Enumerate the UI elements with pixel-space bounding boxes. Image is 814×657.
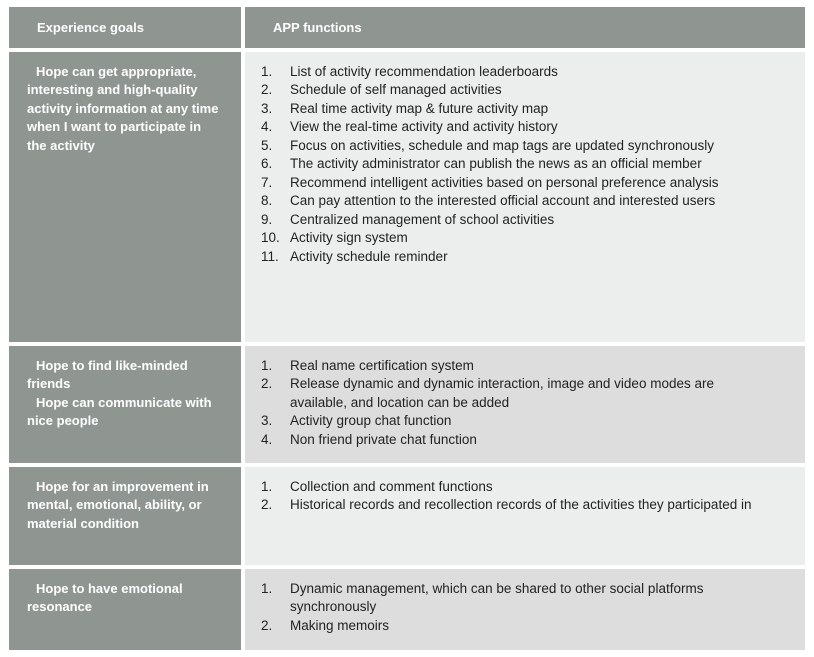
item-number: 1. <box>261 580 273 596</box>
item-number: 11. <box>261 248 279 264</box>
goal-cell <box>9 467 241 565</box>
item-number: 5. <box>261 137 273 153</box>
goal-cell <box>9 346 241 463</box>
functions-cell <box>245 467 805 565</box>
list-item <box>261 174 795 193</box>
item-text: Non friend private chat function <box>290 431 477 447</box>
goal-text: the activity <box>27 137 95 153</box>
functions-list <box>261 63 795 267</box>
table-header-row <box>9 7 805 48</box>
goal-text: Hope can get appropriate, <box>36 63 197 79</box>
goal-text: Hope can communicate with <box>36 394 212 410</box>
list-item <box>261 137 795 156</box>
list-item <box>261 580 795 617</box>
list-item <box>261 229 795 248</box>
list-item <box>261 192 795 211</box>
list-item <box>261 155 795 174</box>
goal-text: mental, emotional, ability, or <box>27 497 202 512</box>
item-number: 4. <box>261 431 273 447</box>
goals-functions-table <box>9 7 805 650</box>
functions-list <box>261 478 795 515</box>
item-text: Release dynamic and dynamic interaction, image and video modes are available, and location can be added <box>290 376 714 410</box>
item-text: Real time activity map & future activity map <box>290 100 549 116</box>
functions-list <box>261 580 795 636</box>
list-item <box>261 248 795 267</box>
list-item <box>261 211 795 230</box>
item-number: 7. <box>261 174 273 190</box>
table-row <box>9 467 805 565</box>
list-item <box>261 63 795 82</box>
item-number: 2. <box>261 82 273 97</box>
item-number: 1. <box>261 63 273 79</box>
item-number: 2. <box>261 497 273 512</box>
item-text: The activity administrator can publish the news as an official member <box>290 156 702 171</box>
item-text: Activity schedule reminder <box>290 248 448 264</box>
goal-text: Hope to find like-minded <box>36 357 188 373</box>
item-text: List of activity recommendation leaderboards <box>290 63 558 79</box>
header-app-functions: APP functions <box>245 7 805 48</box>
list-item <box>261 100 795 119</box>
item-number: 1. <box>261 478 273 494</box>
table-row <box>9 52 805 342</box>
item-text: Activity sign system <box>290 230 408 245</box>
item-number: 2. <box>261 617 273 633</box>
item-text: Focus on activities, schedule and map tags are updated synchronously <box>290 137 714 153</box>
item-text: Historical records and recollection records of the activities they participated in <box>290 497 752 512</box>
list-item <box>261 617 795 636</box>
item-number: 2. <box>261 376 273 391</box>
list-item <box>261 412 795 431</box>
goal-text: material condition <box>27 515 139 531</box>
list-item <box>261 357 795 376</box>
item-text: Can pay attention to the interested official account and interested users <box>290 193 716 208</box>
item-number: 9. <box>261 211 273 227</box>
goal-text: Hope for an improvement in <box>36 478 209 494</box>
functions-list <box>261 357 795 450</box>
goal-text: nice people <box>27 413 99 428</box>
table-row <box>9 346 805 463</box>
table-row <box>9 569 805 650</box>
list-item <box>261 118 795 137</box>
item-number: 4. <box>261 119 273 134</box>
item-text: Real name certification system <box>290 357 474 373</box>
item-number: 8. <box>261 193 273 208</box>
functions-cell <box>245 569 805 650</box>
goal-text: when I want to participate in <box>27 119 202 134</box>
goal-text: activity information at any time <box>27 100 219 116</box>
goal-text: Hope to have emotional <box>36 580 183 596</box>
goal-text: resonance <box>27 599 93 614</box>
functions-cell <box>245 52 805 342</box>
item-text: Dynamic management, which can be shared to other social platforms synchronously <box>290 580 704 614</box>
item-number: 1. <box>261 357 273 373</box>
list-item <box>261 81 795 100</box>
item-text: Collection and comment functions <box>290 478 493 494</box>
goal-text: friends <box>27 376 71 391</box>
item-text: View the real-time activity and activity history <box>290 119 558 134</box>
list-item <box>261 496 795 515</box>
item-text: Making memoirs <box>290 617 390 633</box>
list-item <box>261 478 795 497</box>
goal-text: interesting and high-quality <box>27 82 198 97</box>
item-number: 3. <box>261 100 273 116</box>
item-text: Recommend intelligent activities based on personal preference analysis <box>290 174 719 190</box>
item-number: 6. <box>261 156 273 171</box>
list-item <box>261 431 795 450</box>
goal-cell <box>9 569 241 650</box>
goal-cell <box>9 52 241 342</box>
list-item <box>261 375 795 412</box>
item-text: Activity group chat function <box>290 413 452 428</box>
functions-cell <box>245 346 805 463</box>
header-experience-goals: Experience goals <box>9 7 241 48</box>
item-number: 10. <box>261 230 280 245</box>
item-text: Schedule of self managed activities <box>290 82 502 97</box>
item-text: Centralized management of school activities <box>290 211 555 227</box>
item-number: 3. <box>261 413 273 428</box>
